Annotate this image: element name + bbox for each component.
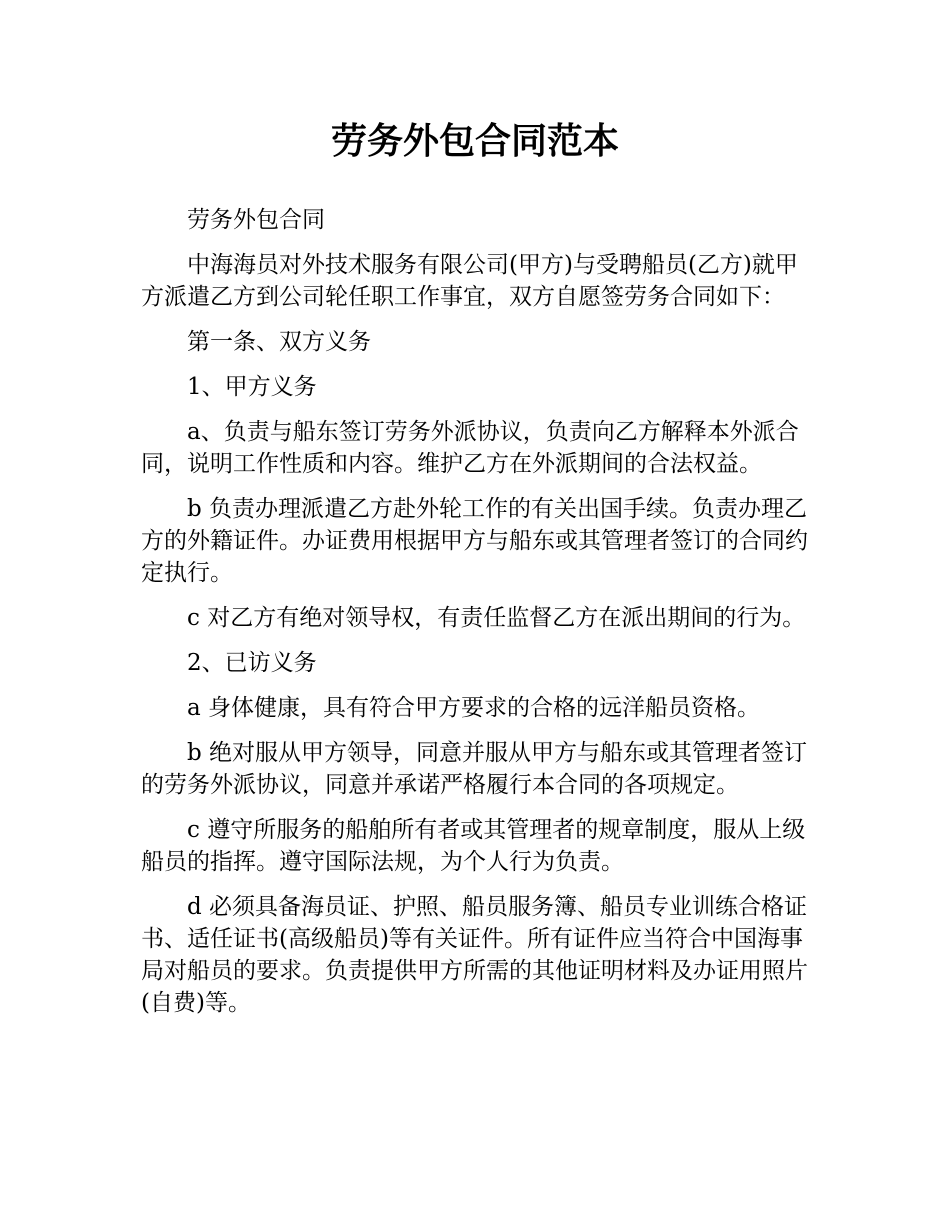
party-a-clause-b: b 负责办理派遣乙方赴外轮工作的有关出国手续。负责办理乙方的外籍证件。办证费用根据甲方与船东或其管理者签订的合同约定执行。	[141, 496, 808, 586]
party-b-clause-d: d 必须具备海员证、护照、船员服务簿、船员专业训练合格证书、适任证书(高级船员)等有关证件。所有证件应当符合中国海事局对船员的要求。负责提供甲方所需的其他证明材料及办证用照片(自费)等。	[141, 894, 808, 1016]
contract-heading: 劳务外包合同	[187, 207, 325, 233]
party-b-clause-c: c 遵守所服务的船舶所有者或其管理者的规章制度，服从上级船员的指挥。遵守国际法规，为个人行为负责。	[141, 817, 806, 875]
party-a-clause-c: c 对乙方有绝对领导权，有责任监督乙方在派出期间的行为。	[187, 605, 806, 631]
party-a-obligations-heading: 1、甲方义务	[187, 374, 317, 400]
document-body	[141, 204, 813, 1032]
party-b-clause-b: b 绝对服从甲方领导，同意并服从甲方与船东或其管理者签订的劳务外派协议，同意并承诺严格履行本合同的各项规定。	[141, 740, 808, 798]
party-a-clause-a: a、负责与船东签订劳务外派协议，负责向乙方解释本外派合同，说明工作性质和内容。维护乙方在外派期间的合法权益。	[141, 419, 799, 477]
party-b-clause-a: a 身体健康，具有符合甲方要求的合格的远洋船员资格。	[187, 695, 761, 721]
article-heading: 第一条、双方义务	[187, 329, 371, 355]
contract-preamble: 中海海员对外技术服务有限公司(甲方)与受聘船员(乙方)就甲方派遣乙方到公司轮任职工作事宜，双方自愿签劳务合同如下：	[141, 252, 798, 310]
document-title: 劳务外包合同范本	[330, 121, 619, 162]
party-b-obligations-heading: 2、已访义务	[187, 650, 317, 676]
